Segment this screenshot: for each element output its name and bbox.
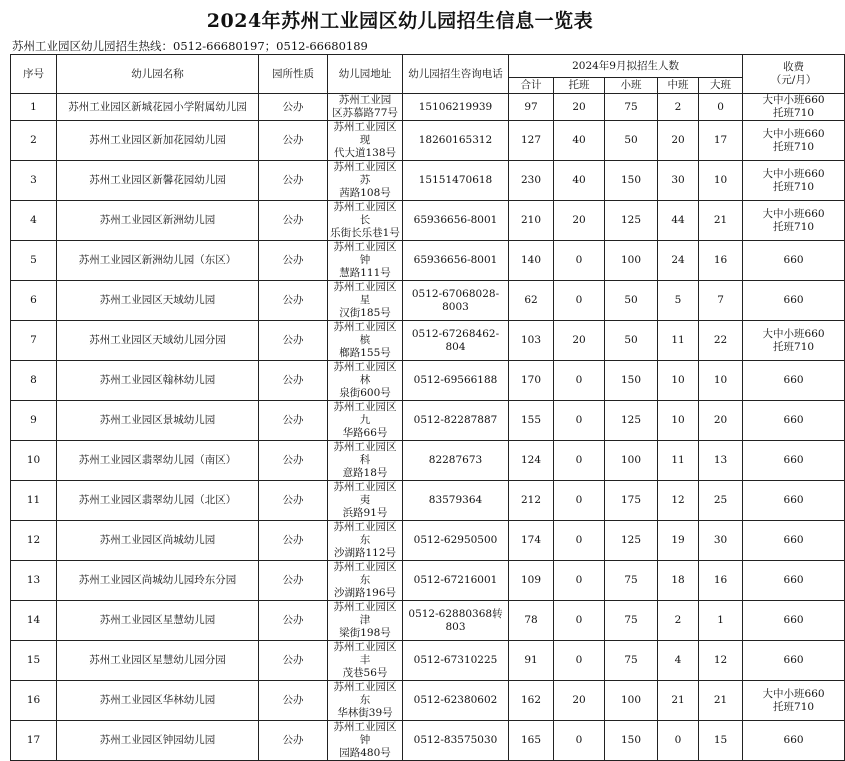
cell-total: 155 — [509, 401, 554, 441]
cell-address-line1: 苏州工业园区九 — [333, 401, 397, 426]
cell-type: 公办 — [259, 321, 328, 361]
cell-type: 公办 — [259, 361, 328, 401]
cell-total: 127 — [509, 121, 554, 161]
cell-xiaoban: 150 — [605, 361, 658, 401]
cell-xiaoban: 75 — [605, 641, 658, 681]
cell-address-line2: 榔路155号 — [339, 347, 391, 359]
cell-fee-line1: 大中小班660 — [762, 687, 825, 700]
header-fee-line2: （元/月） — [770, 74, 817, 86]
cell-fee-line2: 托班710 — [773, 220, 815, 233]
cell-type: 公办 — [259, 441, 328, 481]
cell-address-line2: 园路480号 — [339, 747, 391, 759]
cell-address — [328, 521, 403, 561]
header-fee — [743, 55, 845, 94]
cell-total: 210 — [509, 201, 554, 241]
cell-fee-line2: 托班710 — [773, 107, 815, 119]
table-body — [11, 94, 845, 761]
cell-zhongban: 12 — [658, 481, 699, 521]
cell-fee — [743, 121, 845, 161]
cell-type: 公办 — [259, 281, 328, 321]
cell-zhongban: 11 — [658, 441, 699, 481]
cell-type: 公办 — [259, 161, 328, 201]
cell-phone: 18260165312 — [403, 121, 509, 161]
cell-daban: 1 — [699, 601, 743, 641]
header-seq: 序号 — [11, 55, 57, 94]
cell-phone: 0512-67268462-804 — [403, 321, 509, 361]
cell-zhongban: 30 — [658, 161, 699, 201]
cell-name: 苏州工业园区新洲幼儿园 — [57, 201, 259, 241]
cell-fee-line1: 660 — [783, 374, 804, 386]
cell-fee-line1: 660 — [783, 294, 804, 306]
cell-address — [328, 361, 403, 401]
cell-name: 苏州工业园区天域幼儿园分园 — [57, 321, 259, 361]
cell-phone: 0512-67068028-8003 — [403, 281, 509, 321]
cell-tuoban: 0 — [554, 601, 605, 641]
cell-fee-line2: 托班710 — [773, 700, 815, 713]
cell-seq: 12 — [11, 521, 57, 561]
cell-seq: 4 — [11, 201, 57, 241]
cell-total: 140 — [509, 241, 554, 281]
cell-phone: 0512-62950500 — [403, 521, 509, 561]
table-row — [11, 201, 845, 241]
header-address: 幼儿园地址 — [328, 55, 403, 94]
cell-fee-line1: 660 — [783, 614, 804, 626]
cell-xiaoban: 125 — [605, 521, 658, 561]
cell-address-line2: 沙湖路112号 — [333, 547, 397, 559]
cell-seq: 11 — [11, 481, 57, 521]
cell-fee — [743, 481, 845, 521]
cell-address-line2: 茜路108号 — [339, 187, 391, 199]
cell-address-line1: 苏州工业园区津 — [333, 601, 397, 626]
cell-type: 公办 — [259, 561, 328, 601]
cell-name: 苏州工业园区景城幼儿园 — [57, 401, 259, 441]
cell-type: 公办 — [259, 681, 328, 721]
table-row — [11, 401, 845, 441]
cell-phone: 82287673 — [403, 441, 509, 481]
cell-fee-line1: 大中小班660 — [762, 207, 825, 220]
cell-zhongban: 11 — [658, 321, 699, 361]
header-name: 幼儿园名称 — [57, 55, 259, 94]
cell-address-line1: 苏州工业园区长 — [333, 201, 397, 226]
cell-zhongban: 5 — [658, 281, 699, 321]
cell-total: 230 — [509, 161, 554, 201]
cell-address — [328, 481, 403, 521]
cell-daban: 22 — [699, 321, 743, 361]
cell-xiaoban: 50 — [605, 281, 658, 321]
cell-address-line1: 苏州工业园区钟 — [333, 721, 397, 746]
table-row — [11, 481, 845, 521]
cell-address-line2: 意路18号 — [342, 467, 388, 479]
cell-total: 174 — [509, 521, 554, 561]
page-title: 2024年苏州工业园区幼儿园招生信息一览表 — [206, 10, 594, 32]
cell-address-line2: 梁街198号 — [339, 627, 391, 639]
cell-name: 苏州工业园区尚城幼儿园玲东分园 — [57, 561, 259, 601]
cell-daban: 21 — [699, 201, 743, 241]
table-row — [11, 241, 845, 281]
cell-address-line1: 苏州工业园区东 — [333, 681, 397, 706]
cell-name: 苏州工业园区新洲幼儿园（东区） — [57, 241, 259, 281]
table-row — [11, 441, 845, 481]
cell-address — [328, 641, 403, 681]
cell-tuoban: 20 — [554, 681, 605, 721]
cell-type: 公办 — [259, 601, 328, 641]
table-row — [11, 561, 845, 601]
cell-tuoban: 0 — [554, 281, 605, 321]
cell-zhongban: 0 — [658, 721, 699, 761]
cell-daban: 0 — [699, 94, 743, 121]
cell-address — [328, 681, 403, 721]
cell-daban: 20 — [699, 401, 743, 441]
cell-phone: 65936656-8001 — [403, 201, 509, 241]
cell-tuoban: 0 — [554, 561, 605, 601]
cell-fee — [743, 681, 845, 721]
cell-tuoban: 40 — [554, 121, 605, 161]
table-row — [11, 121, 845, 161]
cell-total: 212 — [509, 481, 554, 521]
table-row — [11, 281, 845, 321]
cell-zhongban: 10 — [658, 401, 699, 441]
cell-total: 162 — [509, 681, 554, 721]
cell-total: 91 — [509, 641, 554, 681]
cell-address-line2: 乐街长乐巷1号 — [330, 227, 400, 239]
cell-name: 苏州工业园区新馨花园幼儿园 — [57, 161, 259, 201]
cell-fee-line1: 660 — [783, 534, 804, 546]
cell-fee-line2: 托班710 — [773, 140, 815, 153]
cell-address — [328, 561, 403, 601]
cell-fee — [743, 561, 845, 601]
table-row — [11, 361, 845, 401]
cell-total: 62 — [509, 281, 554, 321]
cell-tuoban: 40 — [554, 161, 605, 201]
cell-zhongban: 20 — [658, 121, 699, 161]
cell-seq: 9 — [11, 401, 57, 441]
cell-address-line1: 苏州工业园区钟 — [333, 241, 397, 266]
cell-zhongban: 44 — [658, 201, 699, 241]
cell-type: 公办 — [259, 201, 328, 241]
cell-address — [328, 241, 403, 281]
cell-total: 124 — [509, 441, 554, 481]
cell-address — [328, 721, 403, 761]
cell-address-line1: 苏州工业园区夷 — [333, 481, 397, 506]
cell-fee — [743, 94, 845, 121]
cell-address-line2: 慧路111号 — [339, 267, 391, 279]
cell-address-line2: 汉街185号 — [339, 307, 391, 319]
cell-type: 公办 — [259, 721, 328, 761]
cell-type: 公办 — [259, 121, 328, 161]
cell-daban: 16 — [699, 561, 743, 601]
cell-type: 公办 — [259, 641, 328, 681]
cell-fee — [743, 721, 845, 761]
cell-phone: 15151470618 — [403, 161, 509, 201]
cell-address — [328, 121, 403, 161]
cell-name: 苏州工业园区新城花园小学附属幼儿园 — [57, 94, 259, 121]
cell-address — [328, 321, 403, 361]
header-xiaoban: 小班 — [605, 78, 658, 94]
cell-zhongban: 24 — [658, 241, 699, 281]
cell-seq: 14 — [11, 601, 57, 641]
cell-fee-line1: 660 — [783, 414, 804, 426]
cell-tuoban: 0 — [554, 481, 605, 521]
cell-xiaoban: 125 — [605, 401, 658, 441]
cell-type: 公办 — [259, 241, 328, 281]
cell-xiaoban: 75 — [605, 561, 658, 601]
cell-fee-line1: 660 — [783, 454, 804, 466]
cell-tuoban: 0 — [554, 401, 605, 441]
cell-address-line1: 苏州工业园区槟 — [333, 321, 397, 346]
cell-zhongban: 21 — [658, 681, 699, 721]
header-total: 合计 — [509, 78, 554, 94]
table-row — [11, 641, 845, 681]
cell-phone: 0512-82287887 — [403, 401, 509, 441]
cell-address-line1: 苏州工业园 — [338, 94, 392, 106]
cell-total: 170 — [509, 361, 554, 401]
cell-name: 苏州工业园区翡翠幼儿园（南区） — [57, 441, 259, 481]
header-fee-line1: 收费 — [783, 61, 805, 73]
cell-seq: 3 — [11, 161, 57, 201]
cell-seq: 1 — [11, 94, 57, 121]
cell-phone: 0512-83575030 — [403, 721, 509, 761]
table-row — [11, 721, 845, 761]
cell-fee-line2: 托班710 — [773, 340, 815, 353]
cell-fee-line2: 托班710 — [773, 180, 815, 193]
cell-xiaoban: 100 — [605, 441, 658, 481]
cell-tuoban: 20 — [554, 94, 605, 121]
cell-phone: 0512-62380602 — [403, 681, 509, 721]
cell-address-line1: 苏州工业园区东 — [333, 521, 397, 546]
cell-seq: 8 — [11, 361, 57, 401]
cell-fee — [743, 321, 845, 361]
cell-fee — [743, 281, 845, 321]
cell-fee-line1: 660 — [783, 574, 804, 586]
cell-phone: 83579364 — [403, 481, 509, 521]
cell-zhongban: 2 — [658, 94, 699, 121]
cell-daban: 10 — [699, 361, 743, 401]
cell-seq: 6 — [11, 281, 57, 321]
cell-total: 97 — [509, 94, 554, 121]
cell-xiaoban: 175 — [605, 481, 658, 521]
cell-seq: 2 — [11, 121, 57, 161]
cell-xiaoban: 75 — [605, 94, 658, 121]
cell-daban: 17 — [699, 121, 743, 161]
cell-seq: 7 — [11, 321, 57, 361]
cell-seq: 13 — [11, 561, 57, 601]
table-row — [11, 161, 845, 201]
cell-daban: 10 — [699, 161, 743, 201]
table-row — [11, 601, 845, 641]
header-plan: 2024年9月拟招生人数 — [509, 55, 743, 78]
cell-name: 苏州工业园区尚城幼儿园 — [57, 521, 259, 561]
cell-name: 苏州工业园区钟园幼儿园 — [57, 721, 259, 761]
cell-phone: 0512-67216001 — [403, 561, 509, 601]
cell-xiaoban: 100 — [605, 241, 658, 281]
cell-fee-line1: 660 — [783, 734, 804, 746]
cell-fee-line1: 660 — [783, 494, 804, 506]
cell-xiaoban: 100 — [605, 681, 658, 721]
cell-address — [328, 601, 403, 641]
cell-address — [328, 281, 403, 321]
cell-phone: 0512-69566188 — [403, 361, 509, 401]
cell-daban: 7 — [699, 281, 743, 321]
cell-address — [328, 441, 403, 481]
table-row — [11, 94, 845, 121]
cell-daban: 25 — [699, 481, 743, 521]
cell-tuoban: 20 — [554, 321, 605, 361]
cell-address-line2: 泉街600号 — [339, 387, 391, 399]
cell-name: 苏州工业园区星慧幼儿园分园 — [57, 641, 259, 681]
cell-name: 苏州工业园区翡翠幼儿园（北区） — [57, 481, 259, 521]
cell-xiaoban: 125 — [605, 201, 658, 241]
cell-seq: 15 — [11, 641, 57, 681]
cell-daban: 12 — [699, 641, 743, 681]
cell-address — [328, 161, 403, 201]
cell-daban: 30 — [699, 521, 743, 561]
table-row — [11, 521, 845, 561]
cell-address-line1: 苏州工业园区现 — [333, 121, 397, 146]
cell-fee-line1: 大中小班660 — [762, 127, 825, 140]
cell-address — [328, 94, 403, 121]
table-row — [11, 321, 845, 361]
cell-address-line2: 华路66号 — [342, 427, 388, 439]
cell-fee — [743, 641, 845, 681]
cell-fee-line1: 660 — [783, 654, 804, 666]
cell-tuoban: 0 — [554, 521, 605, 561]
cell-seq: 10 — [11, 441, 57, 481]
hotline-text: 苏州工业园区幼儿园招生热线：0512-66680197；0512-66680189 — [12, 39, 368, 53]
cell-xiaoban: 50 — [605, 321, 658, 361]
cell-tuoban: 0 — [554, 641, 605, 681]
cell-fee — [743, 441, 845, 481]
cell-address — [328, 201, 403, 241]
cell-address-line1: 苏州工业园区苏 — [333, 161, 397, 186]
cell-name: 苏州工业园区天域幼儿园 — [57, 281, 259, 321]
cell-fee — [743, 601, 845, 641]
cell-type: 公办 — [259, 481, 328, 521]
admissions-table — [10, 54, 845, 761]
cell-tuoban: 20 — [554, 201, 605, 241]
table-row — [11, 681, 845, 721]
cell-fee — [743, 401, 845, 441]
cell-name: 苏州工业园区华林幼儿园 — [57, 681, 259, 721]
cell-seq: 16 — [11, 681, 57, 721]
header-zhongban: 中班 — [658, 78, 699, 94]
cell-zhongban: 2 — [658, 601, 699, 641]
cell-total: 109 — [509, 561, 554, 601]
cell-zhongban: 4 — [658, 641, 699, 681]
cell-type: 公办 — [259, 401, 328, 441]
cell-fee-line1: 大中小班660 — [762, 327, 825, 340]
cell-phone: 0512-67310225 — [403, 641, 509, 681]
cell-phone: 65936656-8001 — [403, 241, 509, 281]
cell-name: 苏州工业园区翰林幼儿园 — [57, 361, 259, 401]
cell-xiaoban: 150 — [605, 721, 658, 761]
cell-fee-line1: 大中小班660 — [762, 167, 825, 180]
cell-xiaoban: 150 — [605, 161, 658, 201]
cell-phone: 0512-62880368转803 — [403, 601, 509, 641]
cell-address-line2: 华林街39号 — [337, 707, 393, 719]
cell-tuoban: 0 — [554, 241, 605, 281]
cell-address-line1: 苏州工业园区林 — [333, 361, 397, 386]
cell-fee — [743, 521, 845, 561]
cell-zhongban: 19 — [658, 521, 699, 561]
cell-fee-line1: 660 — [783, 254, 804, 266]
cell-type: 公办 — [259, 94, 328, 121]
cell-total: 103 — [509, 321, 554, 361]
header-daban: 大班 — [699, 78, 743, 94]
cell-address-line2: 区苏慕路77号 — [332, 107, 398, 119]
cell-seq: 17 — [11, 721, 57, 761]
cell-address-line2: 茂巷56号 — [342, 667, 388, 679]
cell-daban: 16 — [699, 241, 743, 281]
cell-fee — [743, 201, 845, 241]
cell-daban: 21 — [699, 681, 743, 721]
cell-address-line1: 苏州工业园区科 — [333, 441, 397, 466]
cell-address-line2: 沙湖路196号 — [333, 587, 397, 599]
cell-address — [328, 401, 403, 441]
cell-zhongban: 10 — [658, 361, 699, 401]
cell-tuoban: 0 — [554, 361, 605, 401]
cell-xiaoban: 50 — [605, 121, 658, 161]
cell-address-line2: 代大道138号 — [333, 147, 397, 159]
cell-fee — [743, 241, 845, 281]
cell-xiaoban: 75 — [605, 601, 658, 641]
cell-tuoban: 0 — [554, 721, 605, 761]
header-phone: 幼儿园招生咨询电话 — [403, 55, 509, 94]
cell-fee — [743, 161, 845, 201]
cell-tuoban: 0 — [554, 441, 605, 481]
cell-address-line1: 苏州工业园区东 — [333, 561, 397, 586]
cell-address-line1: 苏州工业园区丰 — [333, 641, 397, 666]
header-tuoban: 托班 — [554, 78, 605, 94]
cell-daban: 15 — [699, 721, 743, 761]
cell-daban: 13 — [699, 441, 743, 481]
cell-address-line2: 浜路91号 — [342, 507, 388, 519]
cell-type: 公办 — [259, 521, 328, 561]
cell-address-line1: 苏州工业园区星 — [333, 281, 397, 306]
cell-total: 165 — [509, 721, 554, 761]
cell-zhongban: 18 — [658, 561, 699, 601]
cell-total: 78 — [509, 601, 554, 641]
cell-name: 苏州工业园区星慧幼儿园 — [57, 601, 259, 641]
cell-fee — [743, 361, 845, 401]
cell-seq: 5 — [11, 241, 57, 281]
cell-fee-line1: 大中小班660 — [762, 94, 825, 106]
header-type: 园所性质 — [259, 55, 328, 94]
cell-name: 苏州工业园区新加花园幼儿园 — [57, 121, 259, 161]
cell-phone: 15106219939 — [403, 94, 509, 121]
